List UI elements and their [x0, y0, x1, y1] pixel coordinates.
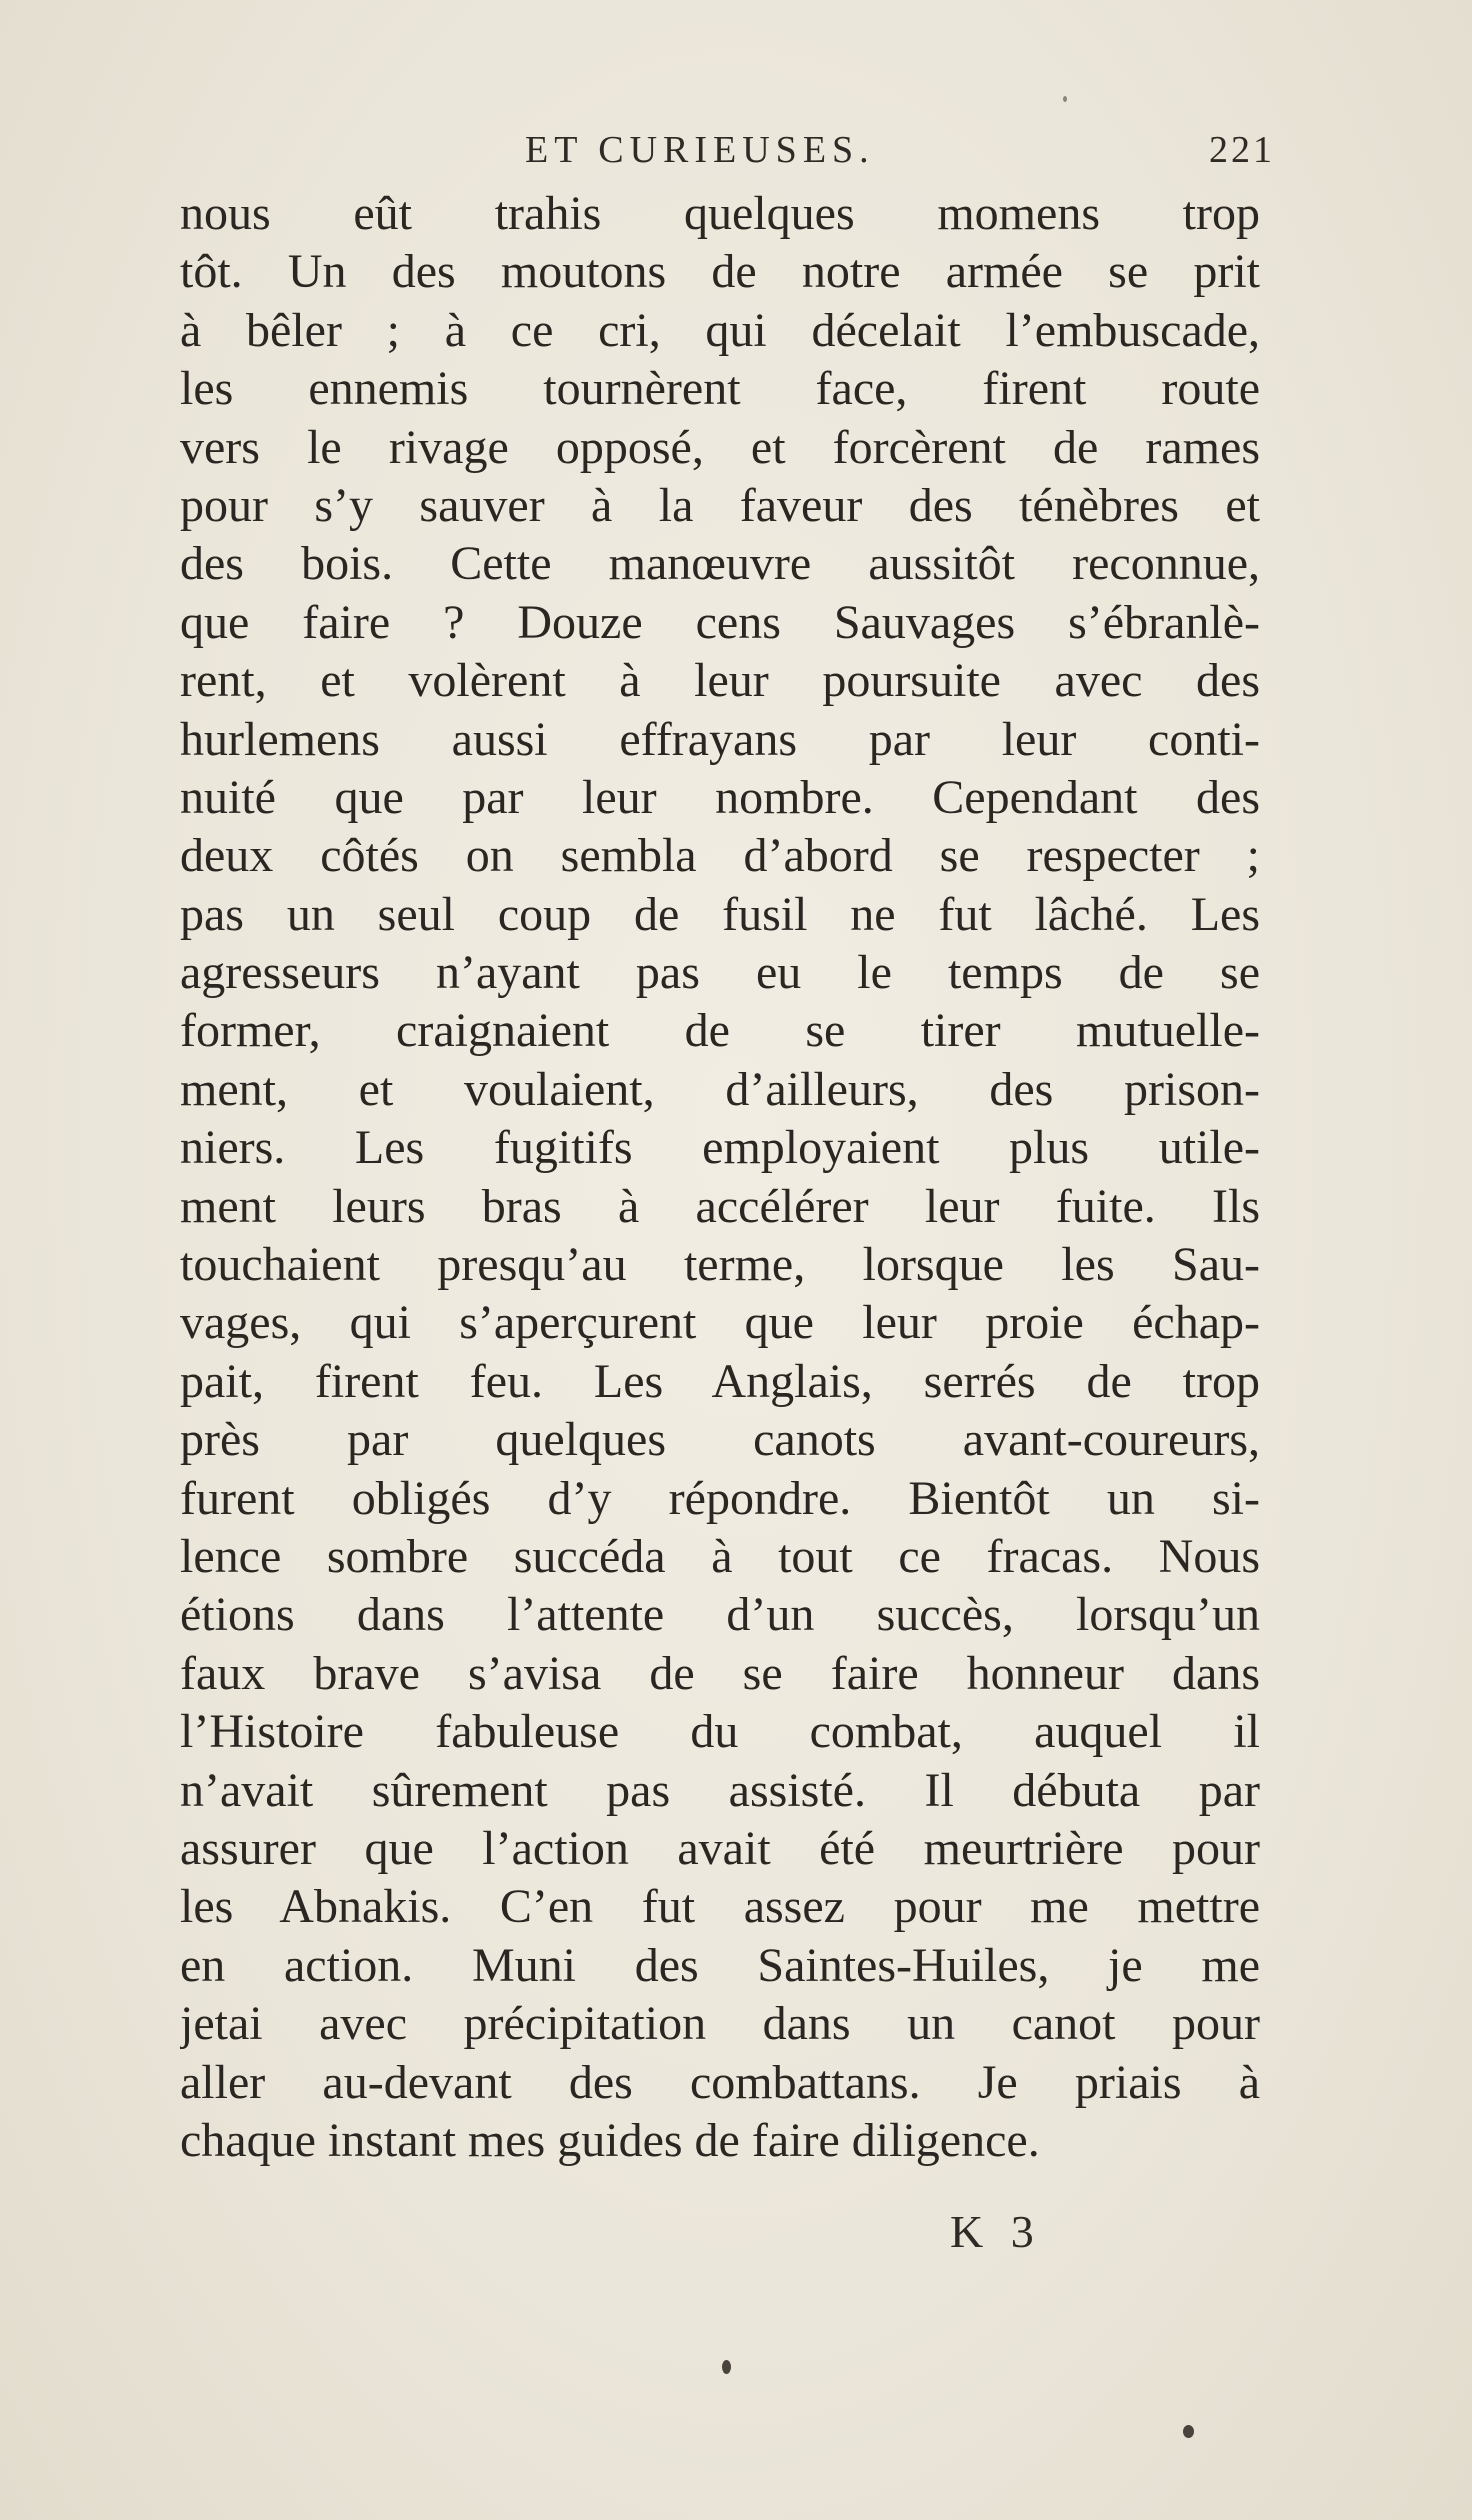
page-number: 221 [1209, 129, 1275, 171]
text-line: étions dans l’attente d’un succès, lorsqu’un [180, 1588, 1260, 1642]
text-line: pait, firent feu. Les Anglais, serrés de trop [180, 1354, 1260, 1408]
text-line: ment, et voulaient, d’ailleurs, des prison- [180, 1062, 1260, 1116]
text-line: jetai avec précipitation dans un canot pour [180, 1997, 1260, 2051]
text-line: niers. Les fugitifs employaient plus utile- [180, 1121, 1260, 1175]
text-line: pour s’y sauver à la faveur des ténèbres et [180, 478, 1260, 532]
text-line: pas un seul coup de fusil ne fut lâché. Les [180, 887, 1260, 941]
text-line: nous eût trahis quelques momens trop [180, 187, 1260, 240]
ink-speck [1063, 96, 1067, 102]
page-header [525, 128, 1275, 176]
text-line: que faire ? Douze cens Sauvages s’ébranlè- [180, 595, 1260, 649]
text-line: faux brave s’avisa de se faire honneur dans [180, 1646, 1260, 1700]
text-line: les Abnakis. C’en fut assez pour me mettre [180, 1880, 1260, 1934]
text-line: chaque instant mes guides de faire diligence. [180, 2113, 1040, 2167]
text-line: l’Histoire fabuleuse du combat, auquel il [180, 1705, 1260, 1759]
body-text [180, 185, 1260, 2170]
ink-speck [722, 2360, 731, 2374]
ink-speck [1183, 2425, 1194, 2438]
text-line: ment leurs bras à accélérer leur fuite. Ils [180, 1179, 1260, 1233]
text-line: vages, qui s’aperçurent que leur proie échap- [180, 1296, 1260, 1350]
text-line: n’avait sûrement pas assisté. Il débuta par [180, 1763, 1260, 1817]
signature-mark: K 3 [950, 2206, 1042, 2257]
text-line: près par quelques canots avant-coureurs, [180, 1413, 1260, 1467]
text-line: à bêler ; à ce cri, qui décelait l’embuscade, [180, 303, 1260, 357]
text-line: en action. Muni des Saintes-Huiles, je me [180, 1938, 1260, 1992]
text-line: rent, et volèrent à leur poursuite avec des [180, 654, 1260, 708]
text-line: assurer que l’action avait été meurtrière pour [180, 1821, 1260, 1875]
text-line: les ennemis tournèrent face, firent route [180, 362, 1260, 416]
text-line: nuité que par leur nombre. Cependant des [180, 770, 1260, 824]
text-line: aller au-devant des combattans. Je priais à [180, 2055, 1260, 2109]
text-line: touchaient presqu’au terme, lorsque les Sau- [180, 1238, 1260, 1292]
running-head: ET CURIEUSES. [525, 129, 875, 171]
text-line: deux côtés on sembla d’abord se respecter ; [180, 829, 1260, 883]
text-line: agresseurs n’ayant pas eu le temps de se [180, 946, 1260, 1000]
text-line: hurlemens aussi effrayans par leur conti- [180, 712, 1260, 766]
text-line: furent obligés d’y répondre. Bientôt un si- [180, 1471, 1260, 1525]
text-line: former, craignaient de se tirer mutuelle- [180, 1004, 1260, 1058]
text-line: tôt. Un des moutons de notre armée se prit [180, 245, 1260, 299]
text-line: des bois. Cette manœuvre aussitôt reconnue, [180, 537, 1260, 591]
text-line: vers le rivage opposé, et forcèrent de rames [180, 420, 1260, 474]
text-line: lence sombre succéda à tout ce fracas. Nous [180, 1529, 1260, 1583]
